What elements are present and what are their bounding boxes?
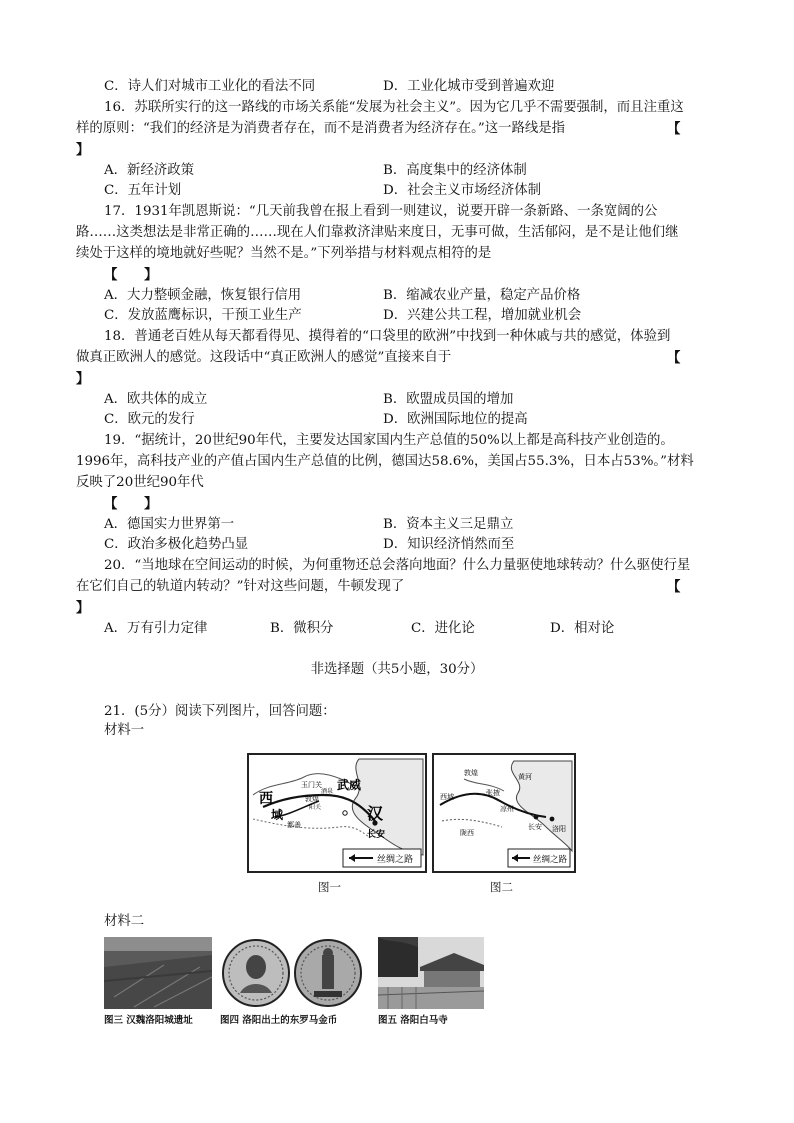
q19-stem-line1: 19．“据统计，20世纪90年代，主要发达国家国内生产总值的50%以上都是高科技产业创造的。 bbox=[104, 433, 674, 448]
figure3-caption: 图三 汉魏洛阳城遗址 bbox=[104, 1015, 193, 1026]
fig1-label-han: 汉 bbox=[367, 804, 384, 823]
q18-answer-bracket-close: 】 bbox=[76, 371, 90, 387]
fig2-label-xiyu: 西域 bbox=[440, 793, 454, 801]
fig1-label-xi: 西 bbox=[259, 791, 273, 807]
figure5-photo bbox=[378, 937, 484, 1009]
q20-option-d: D．相对论 bbox=[550, 621, 615, 636]
fig1-legend-label: 丝绸之路 bbox=[377, 855, 414, 865]
q18-stem-line2: 做真正欧洲人的感觉。这段话中“真正欧洲人的感觉”直接来自于 bbox=[76, 350, 452, 365]
q16-stem-line2: 样的原则：“我们的经济是为消费者存在，而不是消费者为经济存在。”这一路线是指 bbox=[76, 121, 566, 136]
figure3-ruins-image bbox=[104, 937, 212, 1009]
q21-material1-label: 材料一 bbox=[104, 723, 145, 738]
q19-stem-line3: 反映了20世纪90年代 bbox=[76, 475, 204, 490]
figure1-caption: 图一 bbox=[318, 880, 341, 894]
q19-option-d: D．知识经济悄然而至 bbox=[383, 537, 515, 552]
q16-answer-bracket-open: 【 bbox=[667, 121, 681, 137]
figure5-temple-image bbox=[378, 937, 484, 1009]
q18-stem-line1: 18．普通老百姓从每天都看得见、摸得着的“口袋里的欧洲”中找到一种休戚与共的感觉，体验到 bbox=[104, 329, 671, 344]
q19-option-c: C．政治多极化趋势凸显 bbox=[104, 537, 249, 552]
q19-option-b: B．资本主义三足鼎立 bbox=[383, 517, 514, 532]
q21-stem: 21．(5分）阅读下列图片，回答问题： bbox=[104, 704, 336, 719]
q20-answer-bracket-open: 【 bbox=[667, 579, 681, 595]
fig1-label-yangguan: 阳关 bbox=[309, 804, 322, 811]
figure2-map-graphic bbox=[434, 755, 574, 871]
q20-option-c: C．进化论 bbox=[411, 621, 475, 636]
fig1-label-yumenguan: 玉门关 bbox=[301, 781, 322, 789]
q20-option-b: B．微积分 bbox=[270, 621, 334, 636]
figure4-coins-photo bbox=[220, 937, 370, 1009]
figure4-caption: 图四 洛阳出土的东罗马金币 bbox=[220, 1015, 338, 1026]
q16-answer-bracket-close: 】 bbox=[76, 142, 90, 158]
figure1-map-graphic bbox=[249, 755, 425, 871]
fig1-label-dunhuang: 敦煌 bbox=[305, 795, 319, 803]
q17-stem-line1: 17．1931年凯恩斯说：“几天前我曾在报上看到一则建议，说要开辟一条新路、一条宽阔的公 bbox=[104, 204, 658, 219]
q18-option-b: B．欧盟成员国的增加 bbox=[383, 392, 514, 407]
q15-option-d: D．工业化城市受到普遍欢迎 bbox=[383, 79, 555, 94]
q16-option-c: C．五年计划 bbox=[104, 183, 182, 198]
fig1-label-yu: 域 bbox=[271, 808, 284, 822]
fig1-label-changan: 长安 bbox=[367, 830, 386, 840]
fig1-label-jiuquan: 酒泉 bbox=[321, 788, 334, 795]
q18-option-d: D．欧洲国际地位的提高 bbox=[383, 412, 528, 427]
q21-material2-label: 材料二 bbox=[104, 914, 145, 929]
figure2-caption: 图二 bbox=[490, 880, 513, 894]
fig2-label-huanghe: 黄河 bbox=[518, 773, 532, 781]
q20-stem-line2: 在它们自己的轨道内转动？”针对这些问题，牛顿发现了 bbox=[76, 579, 405, 594]
q17-option-a: A．大力整顿金融，恢复银行信用 bbox=[104, 288, 302, 303]
q18-answer-bracket-open: 【 bbox=[667, 350, 681, 366]
fig1-label-shanshan: 鄯善 bbox=[287, 821, 301, 829]
figure1-silk-road-map bbox=[247, 753, 427, 873]
q17-stem-line2: 路……这类想法是非常正确的……现在人们靠救济津贴来度日，无事可做，生活郁闷，是不是让他们继 bbox=[76, 225, 679, 240]
section-title: 非选择题（共5小题，30分） bbox=[310, 662, 484, 677]
fig1-label-wuwei: 武威 bbox=[337, 778, 362, 792]
figure5-caption: 图五 洛阳白马寺 bbox=[378, 1015, 448, 1026]
q17-option-c: C．发放蓝鹰标识，干预工业生产 bbox=[104, 308, 302, 323]
q17-answer-bracket: 【 】 bbox=[104, 267, 158, 283]
q17-stem-line3: 续处于这样的境地就好些呢？当然不是。”下列举措与材料观点相符的是 bbox=[76, 246, 492, 261]
fig2-label-zhangye: 张掖 bbox=[486, 789, 500, 797]
q18-option-a: A．欧共体的成立 bbox=[104, 392, 208, 407]
q15-option-c: C．诗人们对城市工业化的看法不同 bbox=[104, 79, 316, 94]
q19-option-a: A．德国实力世界第一 bbox=[104, 517, 235, 532]
fig2-legend-label: 丝绸之路 bbox=[533, 855, 568, 865]
q16-option-a: A．新经济政策 bbox=[104, 163, 195, 178]
q20-option-a: A．万有引力定律 bbox=[104, 621, 208, 636]
figure4-coins-image bbox=[220, 937, 370, 1009]
q20-answer-bracket-close: 】 bbox=[76, 600, 90, 616]
q18-option-c: C．欧元的发行 bbox=[104, 412, 195, 427]
q19-stem-line2: 1996年，高科技产业的产值占国内生产总值的比例，德国达58.6%，美国占55.3%，日本占53%。”材料 bbox=[76, 454, 694, 469]
q19-answer-bracket: 【 】 bbox=[104, 496, 158, 512]
q17-option-d: D．兴建公共工程，增加就业机会 bbox=[383, 308, 582, 323]
figure2-silk-road-map bbox=[432, 753, 576, 873]
q16-option-b: B．高度集中的经济体制 bbox=[383, 163, 527, 178]
q17-option-b: B．缩减农业产量，稳定产品价格 bbox=[383, 288, 581, 303]
figure3-photo bbox=[104, 937, 212, 1009]
fig2-label-luoyang: 洛阳 bbox=[552, 825, 566, 833]
fig2-label-longxi: 陇西 bbox=[460, 829, 474, 837]
q16-option-d: D．社会主义市场经济体制 bbox=[383, 183, 542, 198]
fig2-label-liangzhou: 凉州 bbox=[500, 805, 514, 813]
fig2-label-changan: 长安 bbox=[528, 823, 542, 831]
q16-stem-line1: 16．苏联所实行的这一路线的市场关系能“发展为社会主义”。因为它几乎不需要强制，而且注重这 bbox=[104, 100, 684, 115]
fig2-label-dunhuang: 敦煌 bbox=[464, 769, 478, 777]
q20-stem-line1: 20．“当地球在空间运动的时候，为何重物还总会落向地面？什么力量驱使地球转动？什么驱使行星 bbox=[104, 558, 691, 573]
